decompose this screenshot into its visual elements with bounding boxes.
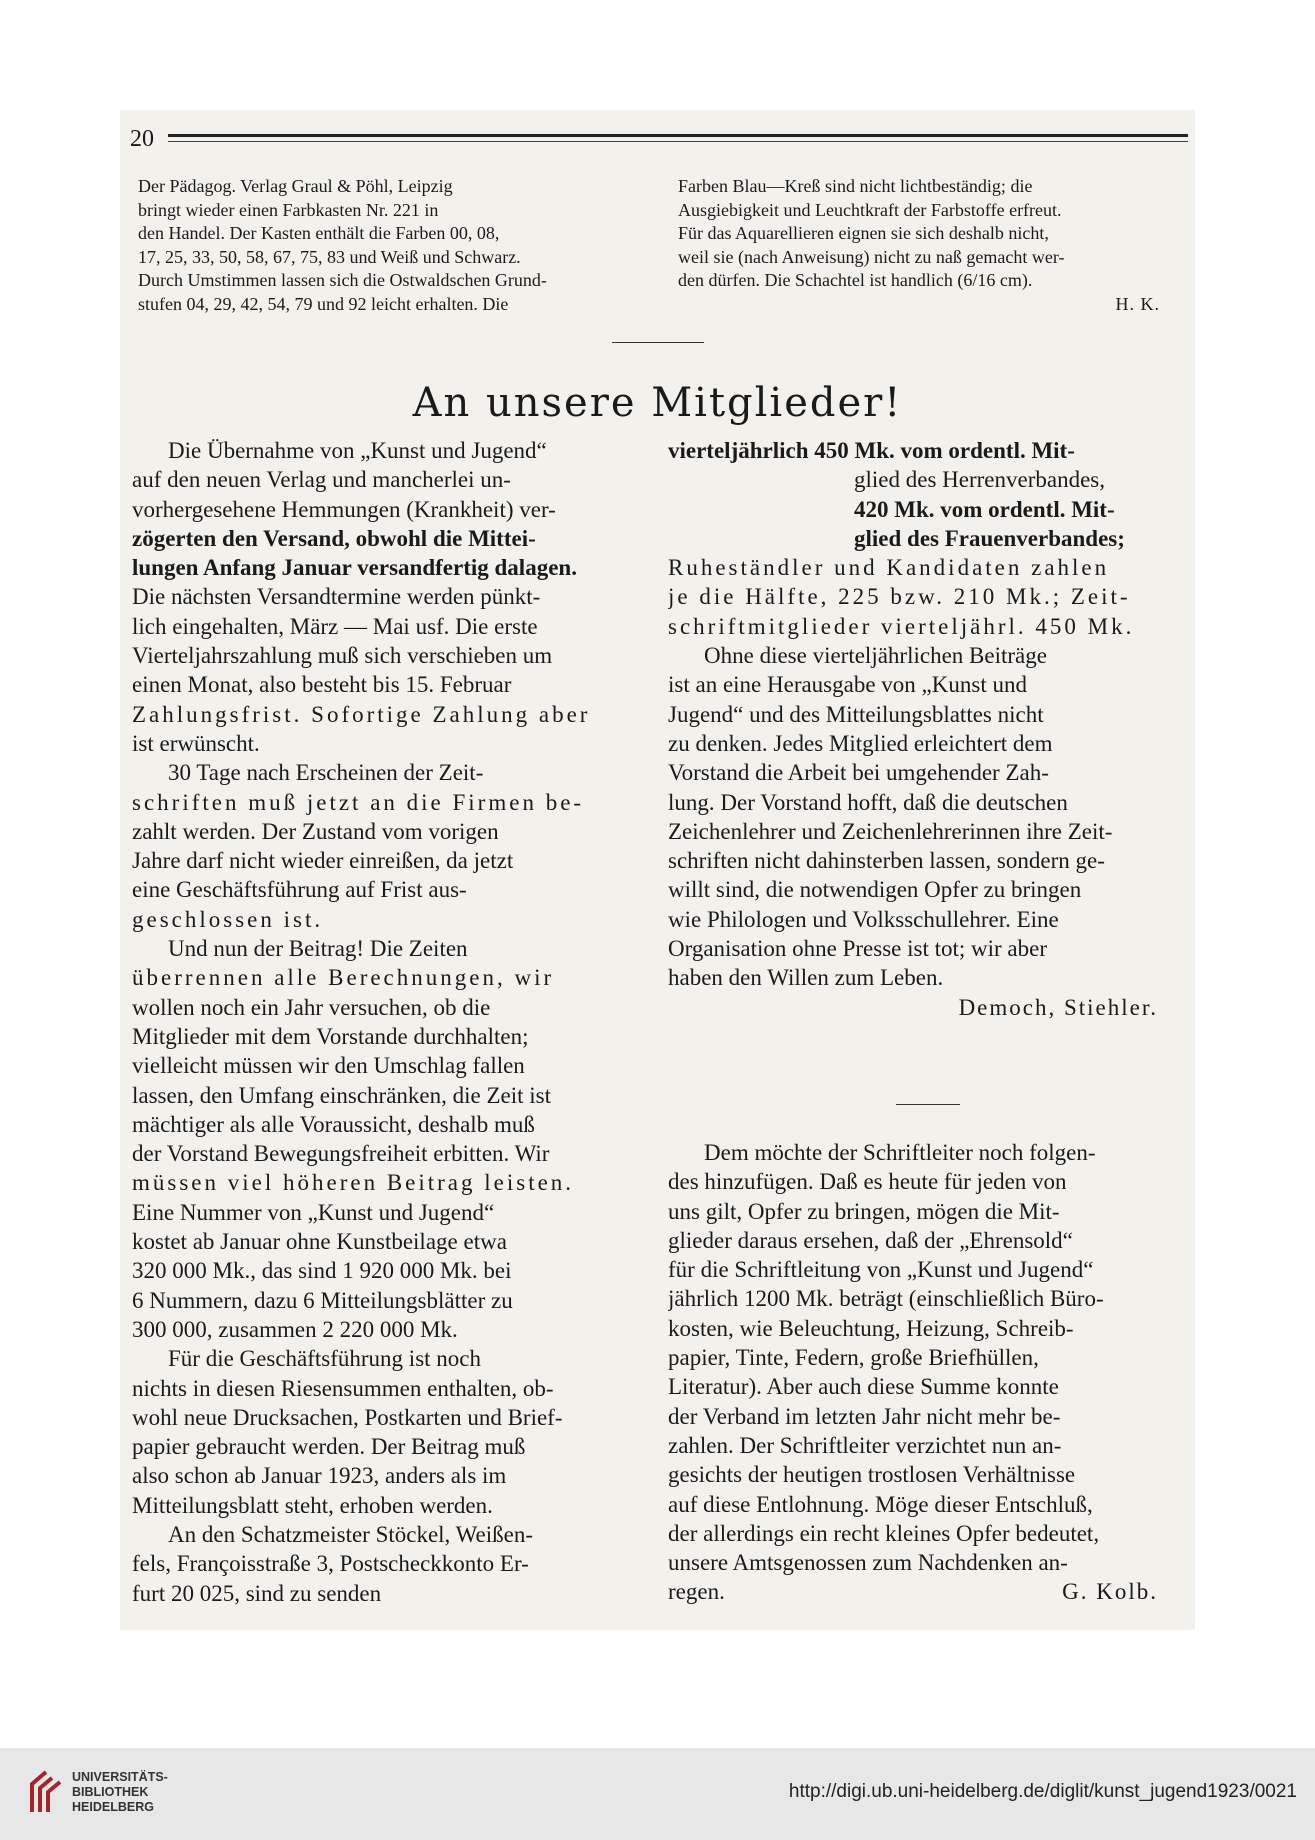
- addendum-line: kosten, wie Beleuchtung, Heizung, Schreib-: [668, 1315, 1074, 1341]
- article-right-line: zu denken. Jedes Mitglied erleichtert dem: [668, 730, 1053, 756]
- addendum-signature: G. Kolb.: [1062, 1579, 1158, 1605]
- notice-left-line: bringt wieder einen Farbkasten Nr. 221 in: [138, 199, 439, 220]
- article-right-line: haben den Willen zum Leben.: [668, 965, 944, 991]
- notice-signature: H. K.: [1115, 293, 1160, 314]
- article-left-line: überrennen alle Berechnungen, wir: [132, 965, 555, 991]
- article-right-line: Ruheständler und Kandidaten zahlen: [668, 555, 1110, 581]
- addendum-line: unsere Amtsgenossen zum Nachdenken an-: [668, 1550, 1068, 1576]
- article-right-line: je die Hälfte, 225 bzw. 210 Mk.; Zeit-: [668, 584, 1131, 610]
- article-right-line: vierteljährlich 450 Mk. vom ordentl. Mit-: [668, 438, 1075, 463]
- article-left-line: wohl neue Drucksachen, Postkarten und Brief-: [132, 1404, 563, 1430]
- library-name-line: HEIDELBERG: [72, 1800, 154, 1814]
- article-right-line: willt sind, die notwendigen Opfer zu bringen: [668, 877, 1082, 903]
- addendum-line: für die Schriftleitung von „Kunst und Jugend“: [668, 1257, 1094, 1283]
- article-left-line: lungen Anfang Januar versandfertig dalagen.: [132, 555, 577, 581]
- article-right-line: Organisation ohne Presse ist tot; wir aber: [668, 936, 1048, 962]
- article-left-line: 6 Nummern, dazu 6 Mitteilungsblätter zu: [132, 1287, 513, 1313]
- article-right-line: lung. Der Vorstand hofft, daß die deutschen: [668, 789, 1068, 815]
- article-left-line: zögerten den Versand, obwohl die Mittei-: [132, 525, 536, 551]
- article-left-line: zahlt werden. Der Zustand vom vorigen: [132, 818, 499, 844]
- article-right-line: schriften nicht dahinsterben lassen, sondern ge-: [668, 848, 1105, 874]
- article-right-line: glied des Frauenverbandes;: [854, 525, 1125, 551]
- article-right-line: glied des Herrenverbandes,: [854, 467, 1105, 493]
- addendum-line: auf diese Entlohnung. Möge dieser Entschluß,: [668, 1491, 1093, 1517]
- article-left-line: lassen, den Umfang einschränken, die Zeit ist: [132, 1082, 551, 1108]
- addendum-line: der Verband im letzten Jahr nicht mehr be-: [668, 1403, 1061, 1429]
- article-left-line: vielleicht müssen wir den Umschlag fallen: [132, 1053, 525, 1079]
- addendum-line: zahlen. Der Schriftleiter verzichtet nun an-: [668, 1432, 1062, 1458]
- notice-right-line: Farben Blau—Kreß sind nicht lichtbeständig; die: [678, 176, 1033, 196]
- addendum-last-line: [668, 1577, 1188, 1606]
- article-left-line: Eine Nummer von „Kunst und Jugend“: [132, 1199, 495, 1225]
- addendum-line: Dem möchte der Schriftleiter noch folgen-: [704, 1140, 1096, 1165]
- notice-right-line: Für das Aquarellieren eignen sie sich deshalb nicht,: [678, 223, 1049, 243]
- article-left-line: Und nun der Beitrag! Die Zeiten: [168, 936, 468, 962]
- notice-right-line: weil sie (nach Anweisung) nicht zu naß gemacht wer-: [678, 246, 1065, 267]
- addendum-line: regen.: [668, 1579, 725, 1605]
- article-left-line: kostet ab Januar ohne Kunstbeilage etwa: [132, 1229, 507, 1255]
- article-left-line: nichts in diesen Riesensummen enthalten, ob-: [132, 1375, 554, 1401]
- article-right-column: [668, 436, 1188, 1022]
- library-name-line: BIBLIOTHEK: [72, 1785, 149, 1799]
- article-left-line: schriften muß jetzt an die Firmen be-: [132, 789, 585, 815]
- article-right-line: ist an eine Herausgabe von „Kunst und: [668, 672, 1027, 698]
- article-right-line: Ohne diese vierteljährlichen Beiträge: [704, 643, 1047, 669]
- notice-left-line: 17, 25, 33, 50, 58, 67, 75, 83 und Weiß und Schwarz.: [138, 246, 521, 267]
- article-left-line: eine Geschäftsführung auf Frist aus-: [132, 877, 467, 903]
- permalink-url[interactable]: http://digi.ub.uni-heidelberg.de/diglit/kunst_jugend1923/0021: [788, 1781, 1297, 1802]
- article-right-line: Jugend“ und des Mitteilungsblattes nicht: [668, 701, 1044, 727]
- university-logo-icon[interactable]: [28, 1766, 66, 1816]
- article-left-line: geschlossen ist.: [132, 906, 324, 932]
- article-left-line: Mitglieder mit dem Vorstande durchhalten;: [132, 1023, 529, 1049]
- article-left-line: Die nächsten Versandtermine werden pünkt-: [132, 584, 541, 610]
- header-rule-thin: [168, 141, 1188, 142]
- article-left-line: 320 000 Mk., das sind 1 920 000 Mk. bei: [132, 1258, 512, 1284]
- header-rule: [168, 134, 1188, 137]
- notice-left-line: Der Pädagog. Verlag Graul & Pöhl, Leipzig: [138, 176, 453, 196]
- article-left-line: einen Monat, also besteht bis 15. Februar: [132, 672, 512, 698]
- page-number: 20: [130, 126, 154, 152]
- article-left-line: Mitteilungsblatt steht, erhoben werden.: [132, 1492, 493, 1518]
- article-left-line: also schon ab Januar 1923, anders als im: [132, 1463, 507, 1489]
- article-left-line: 30 Tage nach Erscheinen der Zeit-: [168, 760, 484, 786]
- article-right-line: Vorstand die Arbeit bei umgehender Zah-: [668, 760, 1049, 786]
- addendum-line: papier, Tinte, Federn, große Briefhüllen,: [668, 1345, 1039, 1371]
- article-signature: Democh, Stiehler.: [958, 994, 1158, 1020]
- article-left-line: auf den neuen Verlag und mancherlei un-: [132, 467, 511, 493]
- article-left-line: Zahlungsfrist. Sofortige Zahlung aber: [132, 701, 591, 727]
- article-left-line: vorhergesehene Hemmungen (Krankheit) ver-: [132, 496, 556, 522]
- article-left-line: Die Übernahme von „Kunst und Jugend“: [168, 438, 547, 463]
- library-name[interactable]: [72, 1770, 168, 1815]
- section-divider: [612, 342, 704, 343]
- article-left-line: lich eingehalten, März — Mai usf. Die erste: [132, 613, 538, 639]
- notice-right-line: Ausgiebigkeit und Leuchtkraft der Farbstoffe erfreut.: [678, 199, 1062, 220]
- article-left-line: furt 20 025, sind zu senden: [132, 1580, 382, 1606]
- article-right-line: schriftmitglieder vierteljährl. 450 Mk.: [668, 613, 1135, 639]
- article-left-line: müssen viel höheren Beitrag leisten.: [132, 1170, 575, 1196]
- notice-right-line: den dürfen. Die Schachtel ist handlich (6/16 cm).: [678, 270, 1033, 290]
- article-left-line: mächtiger als alle Voraussicht, deshalb muß: [132, 1111, 535, 1137]
- article-left-column: [132, 436, 640, 1608]
- addendum-line: jährlich 1200 Mk. beträgt (einschließlich Büro-: [668, 1286, 1104, 1312]
- article-left-line: der Vorstand Bewegungsfreiheit erbitten. Wir: [132, 1141, 550, 1167]
- article-right-line: wie Philologen und Volksschullehrer. Eine: [668, 906, 1059, 932]
- addendum-line: uns gilt, Opfer zu bringen, mögen die Mit-: [668, 1198, 1060, 1224]
- article-left-line: papier gebraucht werden. Der Beitrag muß: [132, 1434, 526, 1460]
- addendum-line: der allerdings ein recht kleines Opfer bedeutet,: [668, 1520, 1100, 1546]
- article-left-line: wollen noch ein Jahr versuchen, ob die: [132, 994, 491, 1020]
- notice-right-column: [678, 175, 1190, 316]
- addendum-line: gesichts der heutigen trostlosen Verhältnisse: [668, 1462, 1076, 1488]
- article-title: An unsere Mitglieder!: [412, 380, 903, 426]
- library-footer: [0, 1748, 1315, 1840]
- addendum-divider: [896, 1104, 960, 1105]
- addendum-column: [668, 1138, 1188, 1607]
- article-left-line: Für die Geschäftsführung ist noch: [168, 1346, 481, 1372]
- article-left-line: Jahre darf nicht wieder einreißen, da jetzt: [132, 848, 514, 874]
- article-left-line: An den Schatzmeister Stöckel, Weißen-: [168, 1521, 533, 1547]
- article-left-line: Vierteljahrszahlung muß sich verschieben um: [132, 643, 553, 669]
- article-right-line: Zeichenlehrer und Zeichenlehrerinnen ihre Zeit-: [668, 818, 1113, 844]
- addendum-line: Literatur). Aber auch diese Summe konnte: [668, 1374, 1059, 1400]
- addendum-line: des hinzufügen. Daß es heute für jeden von: [668, 1169, 1067, 1195]
- notice-left-line: Durch Umstimmen lassen sich die Ostwaldschen Grund-: [138, 270, 547, 290]
- notice-left-line: stufen 04, 29, 42, 54, 79 und 92 leicht erhalten. Die: [138, 293, 509, 314]
- addendum-line: glieder daraus ersehen, daß der „Ehrensold“: [668, 1227, 1073, 1253]
- article-right-line: 420 Mk. vom ordentl. Mit-: [854, 496, 1115, 522]
- article-left-line: fels, Françoisstraße 3, Postscheckkonto Er-: [132, 1551, 529, 1577]
- library-name-line: UNIVERSITÄTS-: [72, 1770, 168, 1784]
- article-left-line: 300 000, zusammen 2 220 000 Mk.: [132, 1316, 458, 1342]
- notice-left-column: [138, 175, 643, 316]
- article-left-line: ist erwünscht.: [132, 730, 260, 756]
- notice-left-line: den Handel. Der Kasten enthält die Farben 00, 08,: [138, 223, 500, 243]
